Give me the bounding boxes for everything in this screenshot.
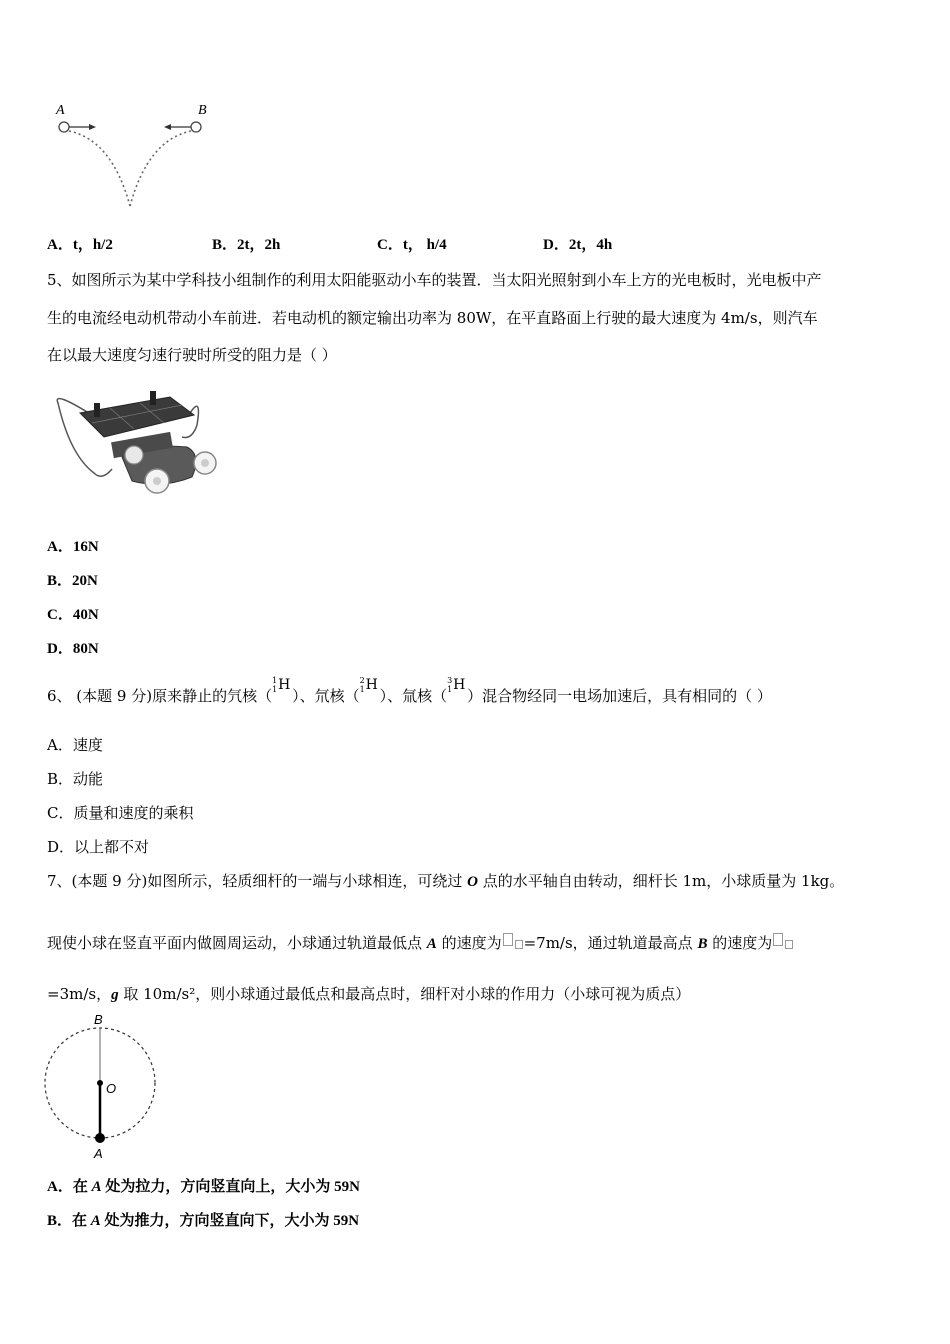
pivot-o	[97, 1080, 103, 1086]
q5-line-3: 在以最大速度匀速行驶时所受的阻力是（ ）	[47, 346, 337, 364]
q6-option-a[interactable]: A．速度	[47, 736, 103, 754]
wheel-back	[125, 446, 143, 464]
q7-line2-B: B	[697, 936, 708, 952]
label-a: A	[94, 1146, 103, 1161]
q4-option-b[interactable]: B．2t，2h	[212, 237, 281, 253]
solar-car-figure	[52, 385, 222, 500]
q5-line-1: 5、如图所示为某中学科技小组制作的利用太阳能驱动小车的装置．当太阳光照射到小车上方的光电板时，光电板中产	[47, 271, 822, 289]
ball-a	[59, 122, 69, 132]
iso3-z: 1	[447, 685, 453, 694]
q7-line2-A: A	[426, 936, 437, 952]
ball-a	[95, 1133, 105, 1143]
circular-motion-figure	[40, 1010, 165, 1165]
q7-opt-b-A: A	[90, 1213, 101, 1229]
q7-line3-b: 取 10m/s²，则小球通过最低点和最高点时，细杆对小球的作用力（小球可视为质点）	[118, 985, 691, 1003]
q7-opt-a-A: A	[91, 1179, 102, 1195]
missing-glyph-icon	[773, 933, 783, 946]
q7-line3-g: g	[111, 987, 119, 1003]
iso2-symbol: H	[365, 677, 378, 693]
q5-option-a[interactable]: A．16N	[47, 539, 99, 555]
q7-option-a[interactable]	[47, 1177, 360, 1197]
iso2-z: 1	[359, 685, 365, 694]
q7-line-1	[47, 871, 844, 892]
isotope-h2	[360, 676, 380, 696]
missing-glyph-icon	[515, 940, 523, 949]
q7-line-3	[47, 984, 690, 1005]
q7-line1-o: O	[467, 874, 478, 890]
q4-option-a[interactable]: A．t，h/2	[47, 237, 113, 253]
missing-glyph-icon	[785, 940, 793, 949]
q7-option-b[interactable]	[47, 1211, 359, 1231]
ball-b	[191, 122, 201, 132]
wheel-front-hub	[201, 459, 209, 467]
trajectory-a	[69, 131, 130, 206]
label-a: A	[56, 103, 65, 118]
arrow-b-head	[164, 124, 171, 130]
iso1-z: 1	[272, 685, 278, 694]
projectile-figure	[50, 100, 220, 210]
q6-prefix: 6、 (本题 9 分)原来静止的氕核（	[47, 687, 273, 705]
label-b: B	[94, 1012, 103, 1027]
label-o: O	[106, 1081, 117, 1096]
iso1-symbol: H	[278, 677, 291, 693]
wheel-rear-hub	[153, 477, 161, 485]
missing-glyph-icon	[503, 933, 513, 946]
q7-line1-a: 7、(本题 9 分)如图所示，轻质细杆的一端与小球相连，可绕过	[47, 872, 468, 890]
trajectory-b	[130, 131, 191, 206]
q7-line-2	[47, 933, 794, 954]
q4-option-d[interactable]: D．2t，4h	[543, 237, 613, 253]
q7-opt-b-2: 处为推力，方向竖直向下，大小为 59N	[100, 1213, 360, 1229]
iso2-mass: 2	[359, 676, 365, 685]
q7-opt-a-1: A．在	[47, 1179, 92, 1195]
isotope-h3	[447, 676, 467, 696]
q4-option-c[interactable]: C．t， h/4	[377, 237, 447, 253]
post-1	[94, 403, 100, 417]
post-2	[150, 391, 156, 405]
label-b: B	[198, 103, 207, 118]
iso3-mass: 3	[447, 676, 453, 685]
q6-suffix: ）混合物经同一电场加速后，具有相同的（ ）	[467, 687, 772, 705]
q5-option-c[interactable]: C．40N	[47, 607, 99, 623]
q7-line2-d: 的速度为	[707, 934, 773, 952]
q6-option-b[interactable]: B．动能	[47, 770, 104, 788]
q5-option-d[interactable]: D．80N	[47, 641, 99, 657]
q7-opt-a-2: 处为拉力，方向竖直向上，大小为 59N	[101, 1179, 360, 1195]
q6-mid2: ）、氚核（	[379, 687, 448, 705]
q5-option-b[interactable]: B．20N	[47, 573, 98, 589]
q5-line-2: 生的电流经电动机带动小车前进．若电动机的额定输出功率为 80W，在平直路面上行驶的最大速度为 4m/s，则汽车	[47, 309, 818, 327]
q6-option-c[interactable]: C．质量和速度的乘积	[47, 804, 194, 822]
q7-line2-b: 的速度为	[436, 934, 502, 952]
q7-line2-a: 现使小球在竖直平面内做圆周运动，小球通过轨道最低点	[47, 934, 427, 952]
q7-line2-c: =7m/s，通过轨道最高点	[523, 934, 698, 952]
arrow-a-head	[89, 124, 96, 130]
iso3-symbol: H	[453, 677, 466, 693]
iso1-mass: 1	[272, 676, 278, 685]
q6-mid1: ）、氘核（	[292, 687, 360, 705]
q6-option-d[interactable]: D．以上都不对	[47, 838, 150, 856]
q7-line3-a: =3m/s，	[47, 985, 112, 1003]
q7-opt-b-1: B．在	[47, 1213, 91, 1229]
isotope-h1	[272, 676, 292, 696]
q6-stem	[47, 676, 772, 706]
q7-line1-b: 点的水平轴自由转动，细杆长 1m，小球质量为 1kg。	[477, 872, 845, 890]
